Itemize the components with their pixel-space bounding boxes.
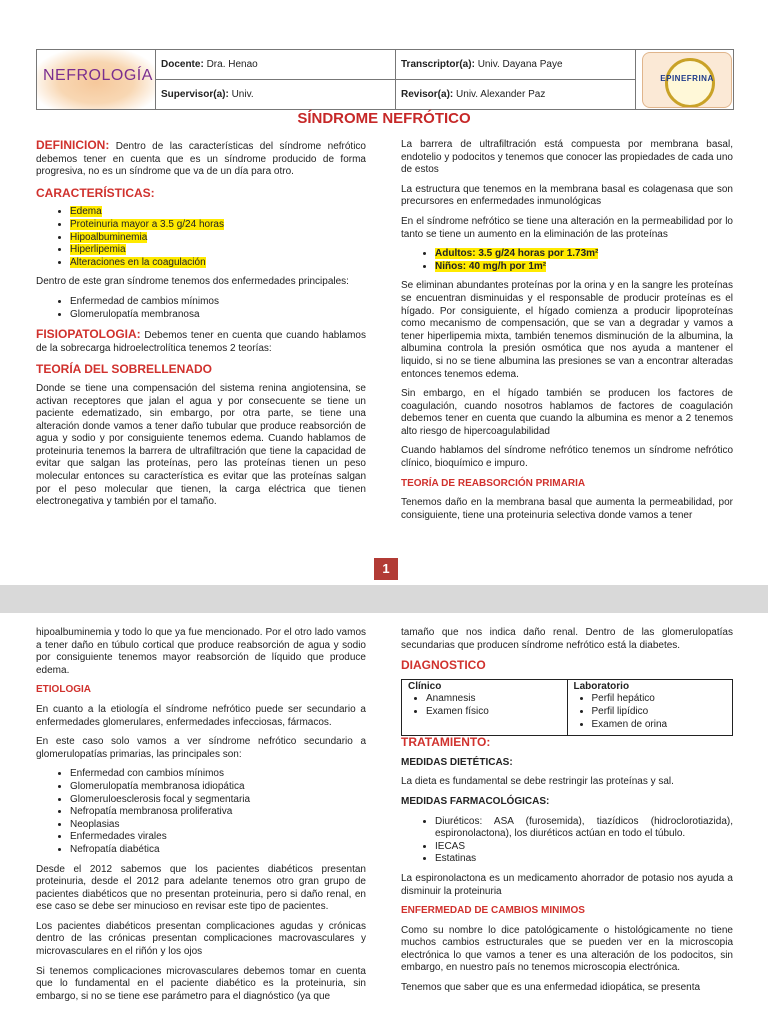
list-item: • Anamnesis bbox=[426, 693, 561, 706]
sobrellenado-paragraph: Donde se tiene una compensación del sistema renina angiotensina, se activan receptores que jalan el agua y por consecuente se tiene un paciente edematizado, sin embargo, por otra parte, se tiene una alteración donde vamos a tener daño tubular que produce reabsorción de agua y sodio y por consiguiente tenemos edema. Cuando hablamos de proteinuria tenemos la barrera de ultrafiltración que tiene la capacidad de evitar que salgan las proteínas, pero las proteínas tienen un peso molecular entonces su característica es evitar que las proteínas salgan por el peso molecular que tienen, la carga eléctrica que tienen electronegativa y también por el tamaño. bbox=[36, 382, 366, 508]
paragraph: La dieta es fundamental se debe restringir las proteínas y sal. bbox=[401, 776, 674, 788]
list-item bbox=[70, 219, 366, 232]
definition-text: Dentro de las características del síndrome nefrótico debemos tener en cuenta que es un síndrome producido de forma progresiva, no es un síndrome que va de un día para otro. bbox=[36, 141, 366, 178]
paragraph: Se eliminan abundantes proteínas por la orina y en la sangre les proteínas se encuentran disminuidas y el responsable de producir proteínas es el hígado. Por consiguiente, el hígado comienza a producir lipoproteínas como mecanismo de compensación, que se van a degradar y vamos a tener hiperlipemia mixta, también tenemos disminución de la albumina, la albumina controla la presión osmótica que nos ayuda a mantener el liquido, si no se tiene albumina las presiones se van a encontrar alteradas entonces tenemos edema. bbox=[401, 280, 733, 380]
paragraph: En este caso solo vamos a ver síndrome nefrótico secundario a glomerulopatías primarias, las principales son: bbox=[36, 736, 366, 760]
epinefrina-badge bbox=[642, 52, 732, 108]
list-item bbox=[70, 206, 366, 219]
list-item bbox=[70, 232, 366, 245]
list-item: • Examen físico bbox=[426, 706, 561, 719]
list-item bbox=[435, 261, 733, 274]
table-cell-laboratorio bbox=[567, 679, 733, 735]
docente-label: Docente: bbox=[161, 59, 204, 70]
paragraph: En cuanto a la etiología el síndrome nefrótico puede ser secundario a enfermedades glomerulares, enfermedades infecciosas, fármacos. bbox=[36, 703, 366, 728]
logo-text: NEFROLOGÍA bbox=[43, 67, 153, 84]
reabsorcion-heading: TEORÍA DE REABSORCIÓN PRIMARIA bbox=[401, 477, 586, 489]
header-divider bbox=[155, 79, 635, 80]
fisiopatologia-text: Debemos tener en cuenta que cuando hablamos de la sobrecarga hidroelectrolítica tenemos 2 teorías: bbox=[36, 330, 366, 354]
paragraph: hipoalbuminemia y todo lo que ya fue mencionado. Por el otro lado vamos a tener daño en túbulo cortical que produce reabsorción de agua y sodio por consiguiente tenemos mayor reabsorción de líquido que produce edema. bbox=[36, 627, 366, 676]
revisor-label: Revisor(a): bbox=[401, 89, 454, 100]
supervisor-value: Univ. bbox=[231, 89, 254, 100]
list-item bbox=[70, 244, 366, 257]
paragraph: En el síndrome nefrótico se tiene una alteración en la permeabilidad por lo tanto se tiene un aumento en la eliminación de las proteínas bbox=[401, 215, 733, 240]
farmacologicas-heading: MEDIDAS FARMACOLÓGICAS: bbox=[401, 795, 550, 807]
list-item: • Diuréticos: ASA (furosemida), tiazídicos (hidroclorotiazida), espironolactona), los diuréticos actúan en todo el túbulo. bbox=[435, 816, 733, 841]
fisiopatologia-label: FISIOPATOLOGIA: bbox=[36, 327, 141, 342]
paragraph: Sin embargo, en el hígado también se producen los factores de coagulación, cuando nosotros hablamos de factores de coagulación debemos tener en cuenta que cuando la albumina es menor a 2 tenemos alto riesgo de hipercoagulabilidad bbox=[401, 388, 733, 437]
list-item-text: Hiperlipemia bbox=[70, 244, 126, 256]
list-item: • Nefropatía diabética bbox=[70, 844, 366, 857]
list-item-text: Proteinuria mayor a 3.5 g/24 horas bbox=[70, 218, 224, 230]
caracteristicas-heading: CARACTERÍSTICAS: bbox=[36, 185, 155, 200]
paragraph: Tenemos que saber que es una enfermedad idiopática, se presenta bbox=[401, 982, 701, 994]
cambios-minimos-heading: ENFERMEDAD DE CAMBIOS MINIMOS bbox=[401, 905, 585, 917]
supervisor-field bbox=[161, 89, 254, 100]
paragraph: La espironolactona es un medicamento ahorrador de potasio nos ayuda a disminuir la proteinuria bbox=[401, 872, 733, 897]
tratamiento-heading: TRATAMIENTO: bbox=[401, 735, 491, 750]
enfermedades-list bbox=[36, 296, 366, 321]
paragraph: Desde el 2012 sabemos que los pacientes diabéticos presentan proteinuria, desde el 2012 para adelante tenemos otro gran grupo de pacientes diabéticos que no presentan proteinuria, pero si daño renal, en ese caso se debe ser minucioso en revisar este tipo de pacientes. bbox=[36, 863, 366, 913]
list-item: • Estatinas bbox=[435, 853, 733, 866]
paragraph: tamaño que nos indica daño renal. Dentro de las glomerulopatías secundarias que producen síndrome nefrótico está la diabetes. bbox=[401, 627, 733, 651]
page-title: SÍNDROME NEFRÓTICO bbox=[297, 110, 471, 127]
list-item: • Glomeruloesclerosis focal y segmentaria bbox=[70, 794, 366, 807]
sobrellenado-heading: TEORÍA DEL SOBRELLENADO bbox=[36, 362, 213, 377]
paragraph: La estructura que tenemos en la membrana basal es colagenasa que son precursores en enfermedades inmunológicas bbox=[401, 183, 733, 208]
laboratorio-label: Laboratorio bbox=[573, 680, 630, 692]
docente-field bbox=[161, 59, 258, 70]
clinico-list bbox=[408, 693, 561, 718]
table-cell-clinico bbox=[402, 679, 568, 735]
document-header bbox=[36, 49, 734, 110]
list-item: • Perfil hepático bbox=[592, 693, 727, 706]
clinico-label: Clínico bbox=[408, 680, 442, 692]
paragraph: Tenemos daño en la membrana basal que aumenta la permeabilidad, por consiguiente, tiene una proteinuria selectiva donde vamos a tener bbox=[401, 497, 733, 521]
proteinuria-values-list bbox=[401, 248, 733, 273]
list-item-text: Hipoalbuminemia bbox=[70, 231, 148, 243]
paragraph: Como su nombre lo dice patológicamente o histológicamente no tiene muchos cambios estructurales que se pueden ver en la microscopia electrónica lo que vamos a tener es una alteración de los podocitos, sin embargo, en nuestro país no tenemos microscopia electrónica. bbox=[401, 924, 733, 974]
definition-label: DEFINICION: bbox=[36, 138, 110, 152]
paragraph: La barrera de ultrafiltración está compuesta por membrana basal, endotelio y podocitos y tenemos que conocer las propiedades de cada uno de estos bbox=[401, 139, 733, 176]
diagnostico-table bbox=[401, 679, 733, 736]
table-row bbox=[402, 679, 733, 735]
list-item-text: Alteraciones en la coagulación bbox=[70, 256, 206, 268]
list-item-text: Adultos: 3.5 g/24 horas por 1.73m² bbox=[435, 248, 599, 260]
list-item: • Glomerulopatía membranosa bbox=[70, 309, 366, 322]
docente-value: Dra. Henao bbox=[206, 59, 258, 70]
page-2 bbox=[0, 613, 768, 1024]
right-column bbox=[401, 139, 733, 529]
list-item: • Enfermedad con cambios mínimos bbox=[70, 768, 366, 781]
supervisor-label: Supervisor(a): bbox=[161, 89, 229, 100]
badge-ring bbox=[665, 58, 715, 108]
list-item-text: Niños: 40 mg/h por 1m² bbox=[435, 260, 547, 272]
page-gap bbox=[0, 585, 768, 613]
paragraph: Cuando hablamos del síndrome nefrótico tenemos un síndrome nefrótico clínico, bioquímico e impuro. bbox=[401, 445, 733, 470]
enfermedades-intro: Dentro de este gran síndrome tenemos dos enfermedades principales: bbox=[36, 276, 349, 288]
badge-text: EPINEFRINA bbox=[660, 74, 714, 83]
list-item: • Glomerulopatía membranosa idiopática bbox=[70, 781, 366, 794]
list-item bbox=[435, 248, 733, 261]
list-item: • Enfermedad de cambios mínimos bbox=[70, 296, 366, 309]
left-column bbox=[36, 627, 366, 1010]
caracteristicas-list bbox=[36, 206, 366, 269]
right-column bbox=[401, 627, 733, 1002]
diagnostico-heading: DIAGNOSTICO bbox=[401, 658, 486, 673]
list-item: • IECAS bbox=[435, 841, 733, 854]
page-number: 1 bbox=[374, 558, 398, 580]
list-item: • Examen de orina bbox=[592, 719, 727, 732]
transcriptor-label: Transcriptor(a): bbox=[401, 59, 475, 70]
left-column bbox=[36, 139, 366, 516]
dieteticas-heading: MEDIDAS DIETÉTICAS: bbox=[401, 756, 513, 768]
transcriptor-value: Univ. Dayana Paye bbox=[477, 59, 563, 70]
header-divider bbox=[635, 50, 636, 109]
laboratorio-list bbox=[574, 693, 727, 731]
list-item bbox=[70, 257, 366, 270]
revisor-field bbox=[401, 89, 545, 100]
transcriptor-field bbox=[401, 59, 563, 70]
farmacologicas-list bbox=[401, 816, 733, 866]
fisiopatologia-paragraph bbox=[36, 328, 366, 355]
paragraph: Los pacientes diabéticos presentan complicaciones agudas y crónicas dentro de las crónicas presentan complicaciones macrovasculares y microvasculares en el riñón y los ojos bbox=[36, 920, 366, 958]
definition-paragraph bbox=[36, 139, 366, 179]
list-item: • Enfermedades virales bbox=[70, 831, 366, 844]
paragraph: Si tenemos complicaciones microvasculares debemos tomar en cuenta que lo fundamental en el paciente diabético es la proteinuria, sin embargo, si no se tiene ese parámetro para el diagnóstico (ya que bbox=[36, 965, 366, 1002]
etiologia-heading: ETIOLOGIA bbox=[36, 684, 91, 696]
list-item: • Perfil lipídico bbox=[592, 706, 727, 719]
nefrologia-logo bbox=[37, 50, 156, 109]
revisor-value: Univ. Alexander Paz bbox=[456, 89, 546, 100]
glomerulopatias-list bbox=[36, 768, 366, 856]
list-item: • Nefropatía membranosa proliferativa bbox=[70, 806, 366, 819]
list-item-text: Edema bbox=[70, 206, 102, 218]
list-item: • Neoplasias bbox=[70, 819, 366, 832]
